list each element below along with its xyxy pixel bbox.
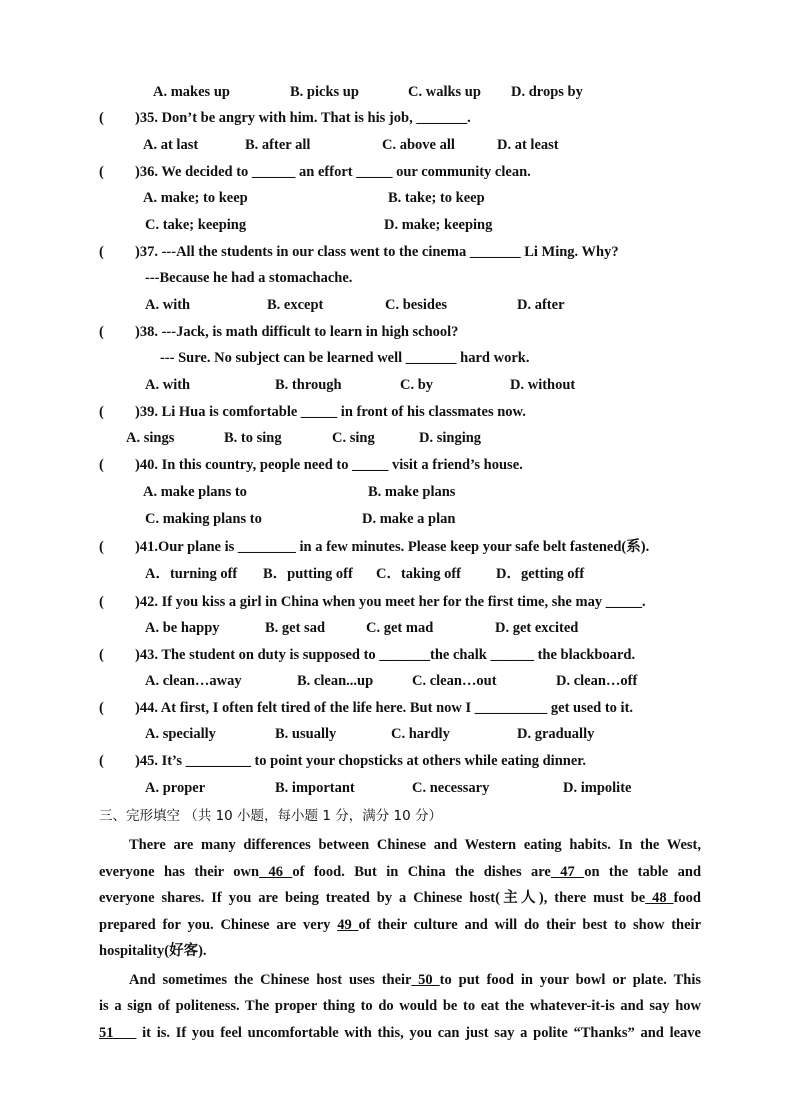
option-a: A. make plans to: [143, 484, 247, 500]
answer-paren: (: [99, 324, 104, 340]
option-d: D. impolite: [563, 780, 632, 796]
option-a: A. sings: [126, 430, 175, 446]
cloze-passage: [99, 832, 701, 1046]
q34-option-b: B. picks up: [290, 84, 359, 100]
passage-line: hospitality(好客).: [99, 943, 207, 959]
option-b: B. important: [275, 780, 355, 796]
question-stem: )44. At first, I often felt tired of the life here. But now I __________ get used to it.: [135, 700, 634, 716]
answer-paren: (: [99, 164, 104, 180]
question-stem-reply: --- Sure. No subject can be learned well _______ hard work.: [160, 350, 530, 366]
question-stem: )41.Our plane is ________ in a few minutes. Please keep your safe belt fastened(系).: [135, 539, 650, 555]
question-stem: )38. ---Jack, is math difficult to learn in high school?: [135, 324, 459, 340]
option-b: B. take; to keep: [388, 190, 485, 206]
option-a: A. at last: [143, 137, 199, 153]
option-b: B. to sing: [224, 430, 282, 446]
option-a: A. proper: [145, 780, 206, 796]
option-c: C. making plans to: [145, 511, 262, 527]
option-b: B. clean...up: [297, 673, 374, 689]
question-stem: )43. The student on duty is supposed to _______the chalk ______ the blackboard.: [135, 647, 636, 663]
option-c: C. hardly: [391, 726, 450, 742]
option-c: C．taking off: [376, 566, 461, 582]
blank-50: 50: [411, 971, 440, 988]
option-b: B. through: [275, 377, 342, 393]
question-stem: )35. Don’t be angry with him. That is his job, _______.: [135, 110, 471, 126]
option-c: C. clean…out: [412, 673, 497, 689]
option-d: D. clean…off: [556, 673, 638, 689]
question-stem: )45. It’s _________ to point your chopsticks at others while eating dinner.: [135, 753, 587, 769]
answer-paren: (: [99, 457, 104, 473]
answer-paren: (: [99, 110, 104, 126]
question-stem: )39. Li Hua is comfortable _____ in front of his classmates now.: [135, 404, 526, 420]
option-b: B．putting off: [263, 566, 353, 582]
option-d: D. singing: [419, 430, 482, 446]
answer-paren: (: [99, 753, 104, 769]
blank-51: 51: [99, 1024, 114, 1041]
section-heading: 三、完形填空 （共 10 小题，每小题 1 分，满分 10 分）: [99, 808, 442, 824]
passage-line: There are many differences between Chinese and Western eating habits. In the West,: [129, 837, 701, 853]
option-c: C. by: [400, 377, 434, 393]
answer-paren: (: [99, 700, 104, 716]
question-stem: )40. In this country, people need to _____ visit a friend’s house.: [135, 457, 523, 473]
option-a: A. with: [145, 297, 191, 313]
passage-line: 51 it is. If you feel uncomfortable with this, you can just say a polite “Thanks” and leave: [99, 1024, 701, 1041]
question-stem-reply: ---Because he had a stomachache.: [145, 270, 353, 286]
option-d: D. make; keeping: [384, 217, 493, 233]
option-b: B. get sad: [265, 620, 326, 636]
option-b: B. after all: [245, 137, 311, 153]
option-c: C. sing: [332, 430, 375, 446]
option-a: A. with: [145, 377, 191, 393]
question-stem: )42. If you kiss a girl in China when you meet her for the first time, she may _____.: [135, 594, 646, 610]
blank-46: 46: [259, 863, 293, 880]
option-d: D. at least: [497, 137, 559, 153]
option-c: C. take; keeping: [145, 217, 247, 233]
passage-line: everyone shares. If you are being treated by a Chinese host(主人), there must be 48 food: [99, 890, 701, 906]
passage-line: everyone has their own 46 of food. But in China the dishes are 47 on the table and: [99, 863, 702, 880]
answer-paren: (: [99, 539, 104, 555]
question-stem: )36. We decided to ______ an effort _____ our community clean.: [135, 164, 531, 180]
blank-49: 49: [337, 916, 359, 933]
q34-option-c: C. walks up: [408, 84, 481, 100]
blank-47: 47: [550, 863, 585, 880]
option-c: C. besides: [385, 297, 448, 313]
option-a: A. make; to keep: [143, 190, 248, 206]
option-d: D. after: [517, 297, 565, 313]
answer-paren: (: [99, 404, 104, 420]
option-d: D. get excited: [495, 620, 579, 636]
option-c: C. necessary: [412, 780, 490, 796]
option-d: D. gradually: [517, 726, 595, 742]
option-c: C. above all: [382, 137, 455, 153]
question-stem: )37. ---All the students in our class went to the cinema _______ Li Ming. Why?: [135, 244, 619, 260]
passage-line: prepared for you. Chinese are very 49 of their culture and will do their best to show their: [99, 916, 702, 933]
answer-paren: (: [99, 594, 104, 610]
option-b: B. except: [267, 297, 324, 313]
option-d: D. without: [510, 377, 576, 393]
blank-48: 48: [645, 890, 674, 906]
option-b: B. make plans: [368, 484, 456, 500]
option-a: A. be happy: [145, 620, 220, 636]
option-d: D．getting off: [496, 566, 585, 582]
answer-paren: (: [99, 244, 104, 260]
answer-paren: (: [99, 647, 104, 663]
option-a: A. specially: [145, 726, 216, 742]
option-c: C. get mad: [366, 620, 434, 636]
passage-line: is a sign of politeness. The proper thing to do would be to eat the whatever-it-is and say how: [99, 998, 701, 1014]
q34-option-a: A. makes up: [153, 84, 230, 100]
option-d: D. make a plan: [362, 511, 456, 527]
passage-line: And sometimes the Chinese host uses their 50 to put food in your bowl or plate. This: [129, 971, 702, 988]
option-a: A．turning off: [145, 566, 238, 582]
option-a: A. clean…away: [145, 673, 242, 689]
option-b: B. usually: [275, 726, 337, 742]
q34-option-d: D. drops by: [511, 84, 583, 100]
